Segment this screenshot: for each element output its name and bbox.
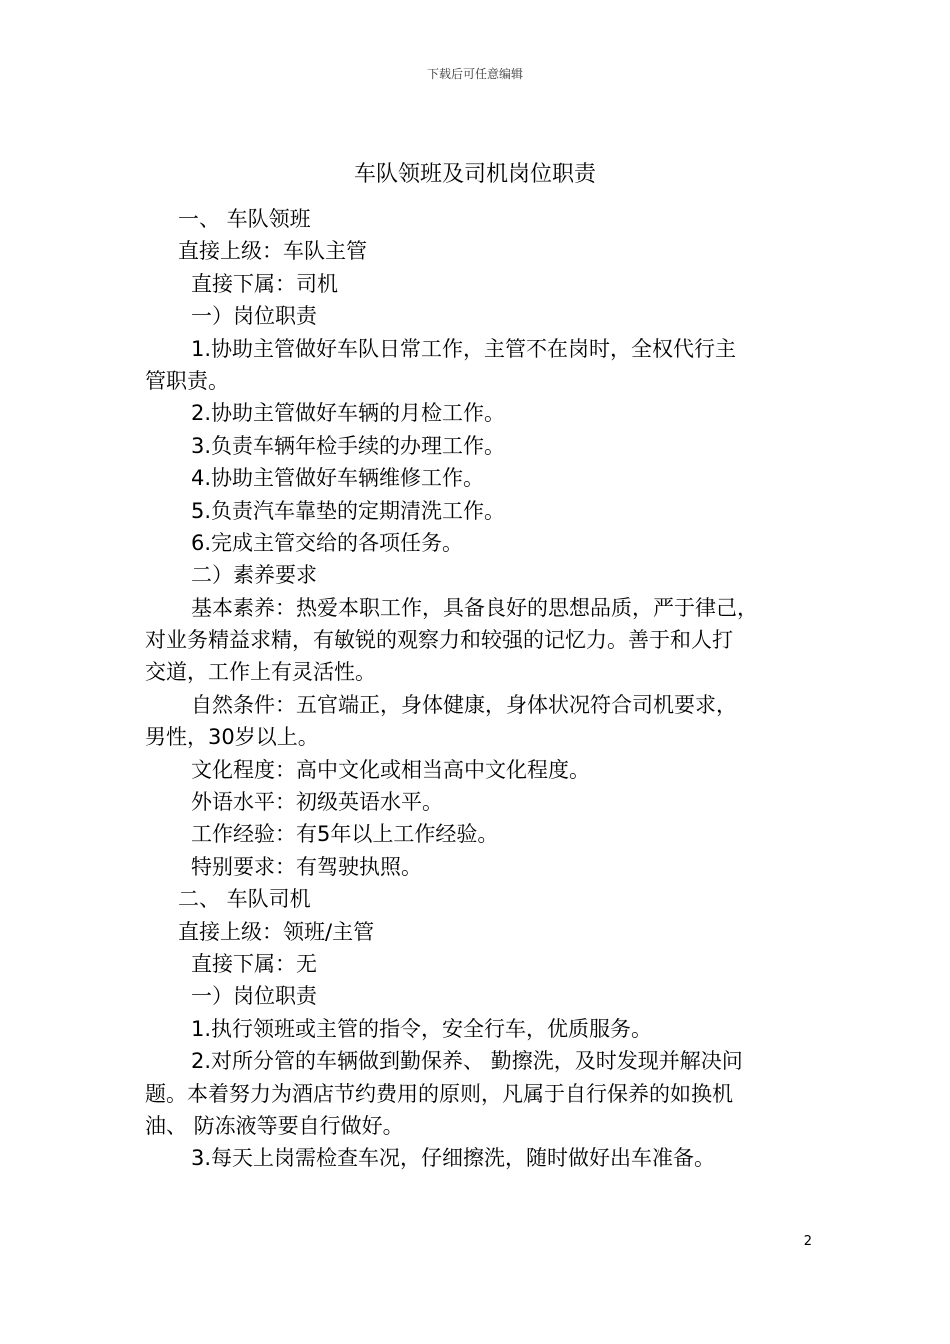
- paragraph-line: 4.协助主管做好车辆维修工作。: [191, 466, 485, 491]
- paragraph-continuation-line: 油、 防冻液等要自行做好。: [145, 1113, 404, 1138]
- subheading-line: 一）岗位职责: [191, 304, 317, 329]
- paragraph-line: 2.协助主管做好车辆的月检工作。: [191, 401, 506, 426]
- section-heading: 二、 车队司机: [178, 887, 311, 912]
- superior-line: 直接上级：领班/主管: [178, 919, 375, 944]
- paragraph-continuation-line: 男性，30岁以上。: [145, 725, 319, 750]
- subheading-line: 直接下属：无: [191, 951, 317, 976]
- paragraph-line: 特别要求：有驾驶执照。: [191, 854, 422, 879]
- paragraph-line: 1.协助主管做好车队日常工作，主管不在岗时，全权代行主: [191, 336, 737, 361]
- paragraph-line: 1.执行领班或主管的指令，安全行车，优质服务。: [191, 1016, 653, 1041]
- subheading-line: 一）岗位职责: [191, 984, 317, 1009]
- page-header: 下载后可任意编辑: [426, 67, 523, 81]
- paragraph-line: 文化程度：高中文化或相当高中文化程度。: [191, 757, 590, 782]
- paragraph-line: 3.负责车辆年检手续的办理工作。: [191, 433, 506, 458]
- paragraph-line: 基本素养：热爱本职工作，具备良好的思想品质，严于律己，: [191, 595, 758, 620]
- paragraph-line: 2.对所分管的车辆做到勤保养、 勤擦洗，及时发现并解决问: [191, 1049, 743, 1074]
- paragraph-continuation-line: 管职责。: [145, 368, 229, 393]
- paragraph-line: 5.负责汽车靠垫的定期清洗工作。: [191, 498, 506, 523]
- paragraph-line: 6.完成主管交给的各项任务。: [191, 530, 464, 555]
- subheading-line: 直接下属：司机: [191, 271, 338, 296]
- document-title: 车队领班及司机岗位职责: [353, 162, 596, 187]
- section-heading: 一、 车队领班: [178, 207, 311, 231]
- page-number: 2: [803, 1234, 812, 1249]
- subheading-line: 二）素养要求: [191, 563, 317, 588]
- superior-line: 直接上级：车队主管: [178, 239, 367, 264]
- paragraph-line: 工作经验：有5年以上工作经验。: [191, 822, 499, 847]
- paragraph-continuation-line: 交道，工作上有灵活性。: [145, 660, 376, 685]
- document-body: [145, 203, 810, 1175]
- paragraph-line: 3.每天上岗需检查车况，仔细擦洗，随时做好出车准备。: [191, 1146, 716, 1171]
- paragraph-line: 外语水平：初级英语水平。: [191, 790, 443, 815]
- paragraph-continuation-line: 对业务精益求精，有敏锐的观察力和较强的记忆力。善于和人打: [145, 628, 733, 653]
- paragraph-line: 自然条件：五官端正，身体健康，身体状况符合司机要求，: [191, 692, 737, 717]
- paragraph-continuation-line: 题。本着努力为酒店节约费用的原则，凡属于自行保养的如换机: [145, 1081, 733, 1106]
